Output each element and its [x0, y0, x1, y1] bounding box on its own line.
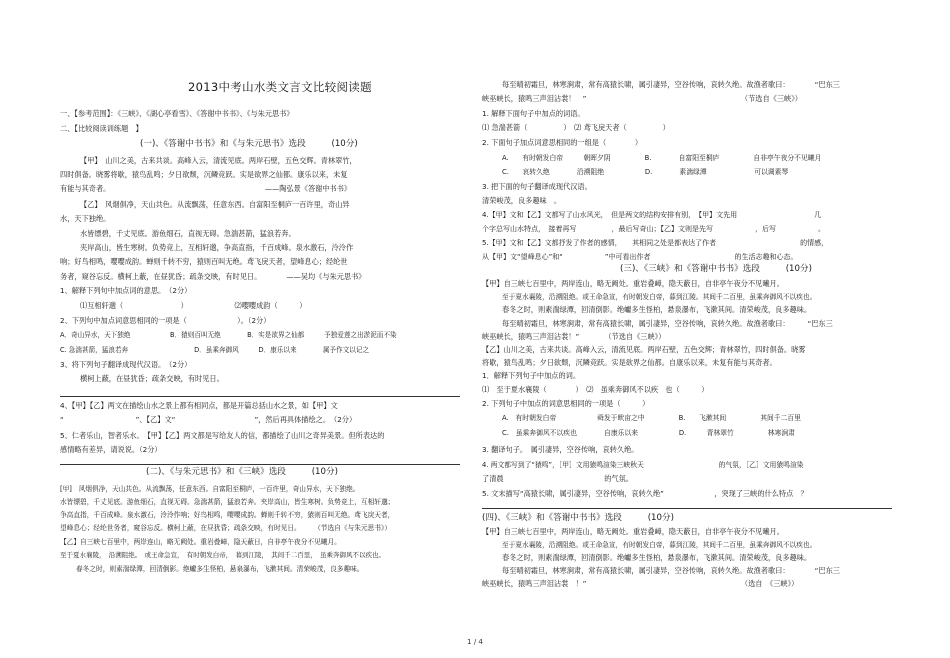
answer-line [60, 464, 460, 465]
question: 个字总写山水特点， 接着再写 ，最后写奇山；【乙】文则是先写 ，后写 。 [482, 225, 825, 233]
question: 1、解释下列句中加点词的意思。 （2分） [60, 286, 192, 295]
text-line: 【乙】 风烟俱净，天山共色。从流飘荡，任意东西。自富阳至桐庐一百许里，奇山异 [80, 200, 350, 209]
question-option: A. 有时朝发白帝 舜发于畎亩之中 B. 飞漱其间 其间千二百里 [502, 414, 801, 422]
text-line: 【乙】山川之美，古来共谈。高峰入云，清流见底。两岸石壁，五色交辉；青林翠竹，四时俱备。晓雾 [482, 345, 806, 354]
text-line: 横柯上蔽，在昼犹昏；疏条交映，有时见日。 [80, 374, 224, 383]
text-line: 一、【参考范围】：《三峡》、《湖心亭看雪》、《答谢中书书》、《与朱元思书》 [60, 109, 294, 118]
text-line: 峡巫峡长，猿鸣三声泪沾裳 ！” （选自 《三峡》） [482, 579, 799, 588]
question: 3. 翻译句子。 属引凄异，空谷传响，哀转久绝。 [482, 445, 639, 454]
text-line: 【甲】自三峡七百里中，两岸连山，略无阙处。重岩叠嶂，隐天蔽日，自非亭午夜分不见曦月。 [482, 279, 784, 288]
section-heading: (四)、《三峡》和《答谢中书书》选段 (10分) [482, 513, 674, 523]
question: 5.【甲】文和【乙】文都抒发了作者的感情， 其相同之处是都表达了作者 的情感， [482, 239, 829, 247]
text-line: 务者，窥谷忘反。横柯上蔽，在昼犹昏；疏条交映，有时见日。 ——吴均《与朱元思书》 [60, 272, 366, 281]
question: 1．解释下列句子中加点的词。 [482, 371, 581, 380]
question-option: C. 虽乘奔御风不以疾也 自康乐以来 D. 青林翠竹 林寒涧肃 [502, 429, 795, 437]
question: 3、将下列句子翻译成现代汉语。 （2分） [60, 360, 192, 369]
text-line: 每至晴初霜旦，林寒涧肃，常有高猿长啸，属引凄异，空谷传响，哀转久绝。故渔者歌曰： “巴东三 [502, 566, 840, 575]
text-line: 春冬之时，则素湍绿潭，回清倒影。绝巘多生怪柏，悬泉瀑布，飞漱其间。清荣峻茂，良多趣味。 [502, 553, 812, 562]
question-option: C. 哀转久绝 沿溯阻绝 D. 素湍绿潭 可以调素琴 [502, 168, 789, 176]
question: ⑴ 至于夏水襄陵（ ） ⑵ 虽乘奔御风不以疾 也（ ） [482, 385, 709, 394]
text-line: 至于夏水襄陵，沿溯阻绝。或王命急宣，有时朝发白帝，暮到江陵。其间千二百里，虽乘奔御风不以疾也。 [502, 293, 817, 301]
page-title: 2013中考山水类文言文比较阅读题 [188, 80, 372, 94]
question: 5、仁者乐山，智者乐水。 【甲】【乙】两文都是写给友人的信，都描绘了山川之奇异美景。但所表达的 [60, 431, 385, 440]
text-line: 有能与其奇者。 ——陶弘景《答谢中书书》 [60, 184, 352, 193]
question: 2. 下面句子加点词意思相同的一组是（ ） [482, 138, 643, 147]
text-line: 每至晴初霜旦，林寒涧肃，常有高猿长啸，属引凄异，空谷传响，哀转久绝。故渔者歌曰： “巴东三 [502, 80, 840, 89]
text-line: 水，天下独绝。 [60, 214, 111, 223]
question: 4. 两文都写到了“猿鸣”，［甲］文用猿鸣渲染三峡秋天 的气氛，［乙］文用猿鸣渲染 [482, 461, 804, 469]
text-line: 夹岸高山，皆生寒树。负势竞上，互相轩邈，争高直指，千百成峰。泉水激石，泠泠作 [80, 243, 354, 252]
text-line: 【甲】自三峡七百里中，两岸连山，略无阙处。重岩叠嶂，隐天蔽日，自非亭午夜分不见曦月。 [482, 527, 784, 536]
text-line: 峡巫峡长，猿鸣三声泪沾裳！” （节选自《三峡》） [482, 332, 666, 341]
question: 1. 解释下面句子中加点的词语。 [482, 109, 585, 118]
question: “ ”、【乙】文“ ”，然后再具体描绘之。 （2分） [60, 415, 357, 424]
question: 5. 文末描写“高猿长啸，属引凄异，空谷传响，哀转久绝” ，突现了三峡的什么特点 ？ [482, 489, 808, 498]
section-heading: (二)、《与朱元思书》和《三峡》选段 (10分) [146, 467, 338, 477]
text-line: [甲] 风烟俱净，天山共色。从流飘荡，任意东西。自富阳至桐庐，一百许里，奇山异水，天下独绝。 [60, 485, 360, 493]
text-line: 【乙】自三峡七百里中，两岸连山，略无阙处。重岩叠嶂，隐天蔽日，自非亭午夜分不见曦月。 [60, 538, 341, 546]
text-line: 清荣峻茂，良多趣味 。 [482, 196, 562, 205]
text-line: 至于夏水襄陵， 沿溯阻绝。 或王命急宣， 有时朝发白帝， 暮到江陵， 其间千二百里， 虽乘奔御风不以疾也。 [60, 551, 385, 559]
answer-line [482, 508, 892, 509]
text-line: 春冬之时，则素湍绿潭，回清倒影。绝巘多生怪柏，悬泉瀑布，飞漱其间。清荣峻茂，良多趣味。 [502, 305, 812, 314]
text-line: 春冬之时，则素湍绿潭，回清倒影。绝巘多生怪柏，悬泉瀑布，飞漱其间。清荣峻茂，良多趣味。 [76, 565, 364, 573]
text-line: 峡巫峡长，猿鸣三声泪沾裳！ ” （节选自《三峡》） [482, 94, 802, 103]
question-option: A. 有时朝发白帝 朝晖夕阴 B. 自富阳至桐庐 自非亭午夜分不见曦月 [502, 154, 822, 162]
answer-line [60, 396, 460, 397]
text-line: 【甲】 山川之美，古来共谈。高峰入云，清流见底。两岸石壁，五色交辉。青林翠竹， [80, 156, 357, 165]
text-line: 水皆缥碧，千丈见底。游鱼细石，直视无碍。急湍甚箭，猛浪若奔。 [80, 229, 296, 238]
question-option: C. 急湍甚箭，猛浪若奔 D．虽乘奔御风 D．康乐以来 属予作文以记之 [60, 346, 370, 354]
question: 3. 把下面的句子翻译成现代汉语。 [482, 182, 592, 191]
question-option: A．奇山异水，天下独绝 B．猿则百叫无绝 B．实是欲界之仙都 予独爱莲之出淤泥而不染 [60, 331, 397, 339]
section-heading: (一)、《答谢中书书》和《与朱元思书》选段 (10分) [140, 139, 358, 149]
text-line: 争高直指，千百成峰。泉水激石，泠泠作响；好鸟相鸣，嘤嘤成韵。蝉则千转不穷，猿则百叫无绝。鸢飞戾天者， [60, 511, 395, 519]
text-line: 将歇，猿鸟乱鸣；夕日欲颓，沉鳞竞跃。实是欲界之仙都。自康乐以来，未复有能与其奇者。 [482, 358, 777, 367]
text-line: 四时俱备。晓雾将歇，猿鸟乱鸣；夕日欲颓，沉鳞竞跃。实是欲界之仙都。康乐以来，未复 [60, 170, 348, 179]
question: 4、【甲】【乙】两文在描绘山水之景上都有相同点，都是开篇总括山水之景，如【甲】文 [60, 401, 338, 410]
question: ⑴ 急湍甚箭（ ） ⑵ 鸢飞戾天者（ ） [482, 123, 670, 132]
question: 感情略有差异，请说说。（2分） [60, 445, 162, 454]
question: ⑴互相轩邈（ ） ⑵嘤嘤成韵（ ） [80, 301, 307, 310]
text-line: 望峰息心；经纶世务者，窥谷忘反。横柯上蔽，在昼犹昏；疏条交映，有时见日。 （节选自《与朱元思书》） [60, 524, 392, 532]
page-number: 1 / 4 [467, 638, 483, 646]
text-line: 至于夏水襄陵，沿溯阻绝。或王命急宣，有时朝发白帝，暮到江陵，其间千二百里，虽乘奔御风不以疾也。 [502, 541, 817, 549]
text-line: 二、【比较阅读训练题 】 [60, 124, 143, 133]
question: 2. 下列句子中加点的词意思相同的一项是（ ） [482, 399, 650, 408]
question: 2、下列句中加点词意思相同的一项是（ ）。（2分） [60, 316, 271, 325]
text-line: 水皆缥碧，千丈见底。游鱼细石，直视无碍。急湍甚箭，猛浪若奔。夹岸高山，皆生寒树。负势竞上，互相轩邈； [60, 498, 395, 506]
question: 从【甲】文“望峰息心”和“ ”中可看出作者 的生活志趣和心态。 [482, 253, 798, 261]
question: 了清晨 的气氛。 [482, 474, 633, 483]
section-heading: (三)、《三峡》和《答谢中书书》选段 (10分) [620, 264, 812, 274]
text-line: 响；好鸟相鸣，嘤嘤成韵。蝉则千转不穷，猿则百叫无绝。鸢飞戾天者，望峰息心；经纶世 [60, 257, 348, 266]
question: 4.【甲】文和【乙】文都写了山水风光， 但是两文的结构安排有别， 【甲】文先用 几 [482, 211, 822, 219]
text-line: 每至晴初霜旦，林寒涧肃，常有高猿长啸，属引凄异，空谷传响，哀转久绝。故渔者歌曰： “巴东三 [502, 319, 833, 328]
